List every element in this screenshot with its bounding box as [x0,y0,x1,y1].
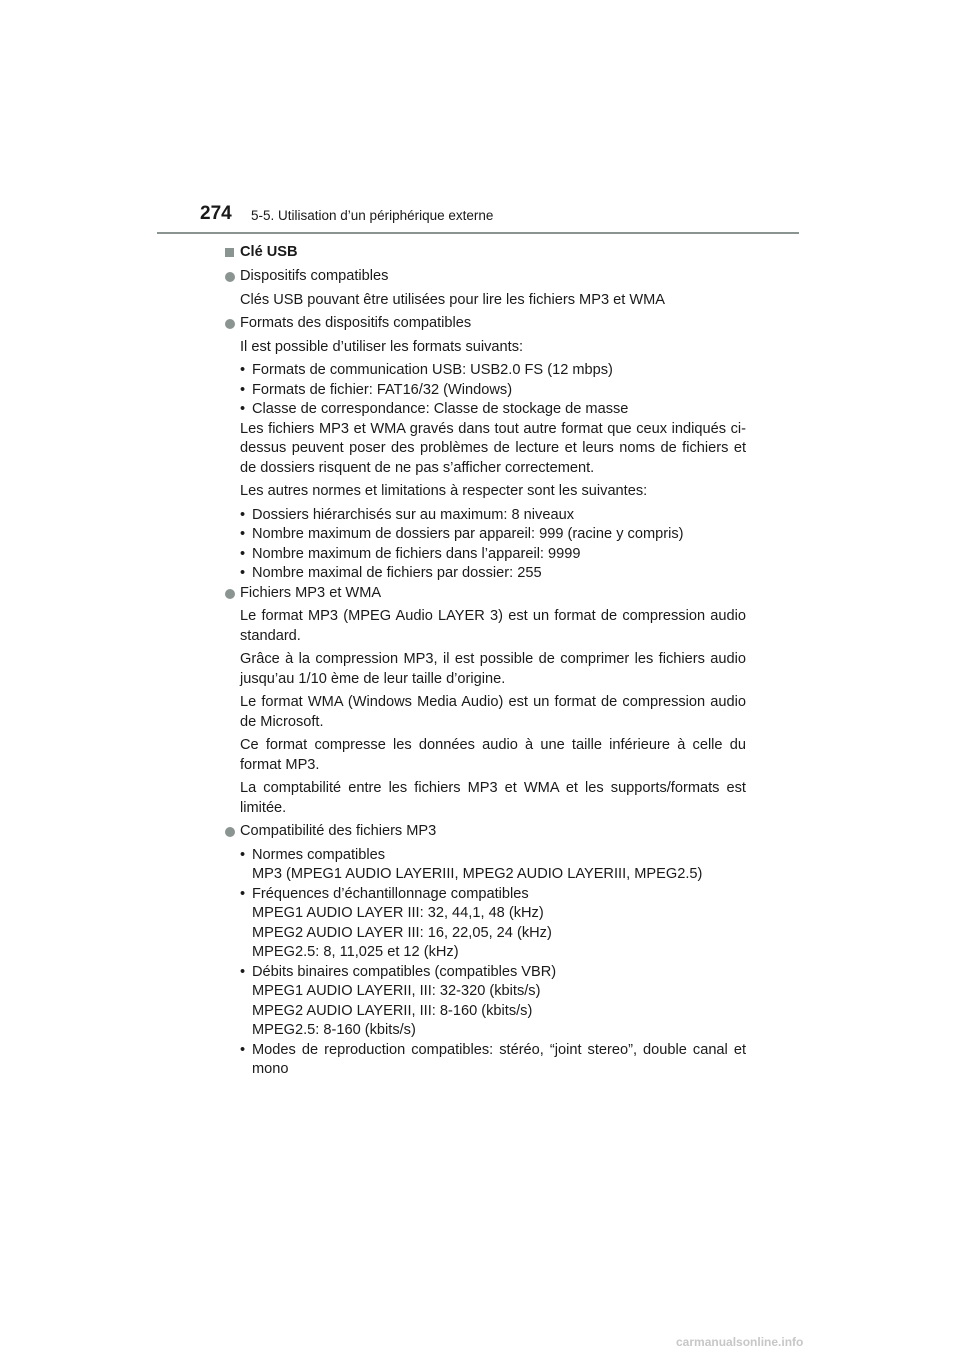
page-content [224,243,746,1080]
devices-block [240,267,746,310]
square-bullet-icon [225,248,234,257]
formats-intro: Il est possible d’utiliser les formats suivants: [240,338,524,355]
files-title: Fichiers MP3 et WMA [240,584,382,601]
list-item: • Dossiers hiérarchisés sur au maximum: 8 niveaux [240,506,574,523]
footer-watermark: carmanualsonline.info [676,1335,804,1349]
files-paragraph: Le format MP3 (MPEG Audio LAYER 3) est un format de compression audio standard. [240,608,746,644]
mp3-list [240,846,746,1080]
list-item: • Nombre maximum de dossiers par appareil: 999 (racine y compris) [240,526,684,542]
formats-list [240,361,746,420]
section-title: 5-5. Utilisation d’un périphérique externe [251,208,494,223]
section-heading [240,243,746,263]
mp3-title: Compatibilité des fichiers MP3 [240,823,437,839]
files-paragraph: Ce format compresse les données audio à une taille inférieure à celle du format MP3. [240,737,746,773]
header-rule [157,232,799,234]
list-item: • Nombre maximum de fichiers dans l’appareil: 9999 [240,545,581,562]
formats-note: Les fichiers MP3 et WMA gravés dans tout autre format que ceux indiqués ci-dessus peuvent poser des problèmes de lecture et leurs noms de fichiers et de dossiers risquent de ne pas s’afficher correctement. [240,420,746,476]
list-item: • Classe de correspondance: Classe de stockage de masse [240,401,629,417]
list-item: • Formats de communication USB: USB2.0 FS (12 mbps) [240,362,613,378]
list-item: • Formats de fichier: FAT16/32 (Windows) [240,381,513,398]
circle-bullet-icon [225,589,235,599]
files-paragraph: La comptabilité entre les fichiers MP3 et WMA et les supports/formats est limitée. [240,780,746,816]
devices-text: Clés USB pouvant être utilisées pour lire les fichiers MP3 et WMA [240,291,666,308]
files-paragraph: Grâce à la compression MP3, il est possible de comprimer les fichiers audio jusqu’au 1/10 ème de leur taille d’origine. [240,651,746,687]
limits-list [240,506,746,584]
page-header [200,203,800,235]
formats-title: Formats des dispositifs compatibles [240,315,472,331]
list-item: • Modes de reproduction compatibles: stéréo, “joint stereo”, double canal et mono [240,1041,746,1077]
files-paragraph: Le format WMA (Windows Media Audio) est un format de compression audio de Microsoft. [240,694,746,730]
list-item: • Débits binaires compatibles (compatibles VBR) MPEG1 AUDIO LAYERII, III: 32-320 (kbits/s) MPEG2 AUDIO LAYERII, III: 8-160 (kbits/s) MPEG2.5: 8-160 (kbits/s) [240,963,557,1038]
circle-bullet-icon [225,827,235,837]
list-item: • Nombre maximal de fichiers par dossier: 255 [240,565,542,581]
page-number: 274 [200,203,232,224]
circle-bullet-icon [225,319,235,329]
devices-title: Dispositifs compatibles [240,268,389,284]
circle-bullet-icon [225,272,235,282]
formats-block [240,314,746,584]
mp3-block [240,822,746,1080]
limits-intro: Les autres normes et limitations à respecter sont les suivantes: [240,483,648,499]
list-item: • Normes compatibles MP3 (MPEG1 AUDIO LAYERIII, MPEG2 AUDIO LAYERIII, MPEG2.5) [240,846,703,882]
files-block [240,584,746,819]
heading-text: Clé USB [240,244,298,260]
list-item: • Fréquences d’échantillonnage compatibles MPEG1 AUDIO LAYER III: 32, 44,1, 48 (kHz) MPEG2 AUDIO LAYER III: 16, 22,05, 24 (kHz) MPEG2.5: 8, 11,025 et 12 (kHz) [240,885,552,960]
